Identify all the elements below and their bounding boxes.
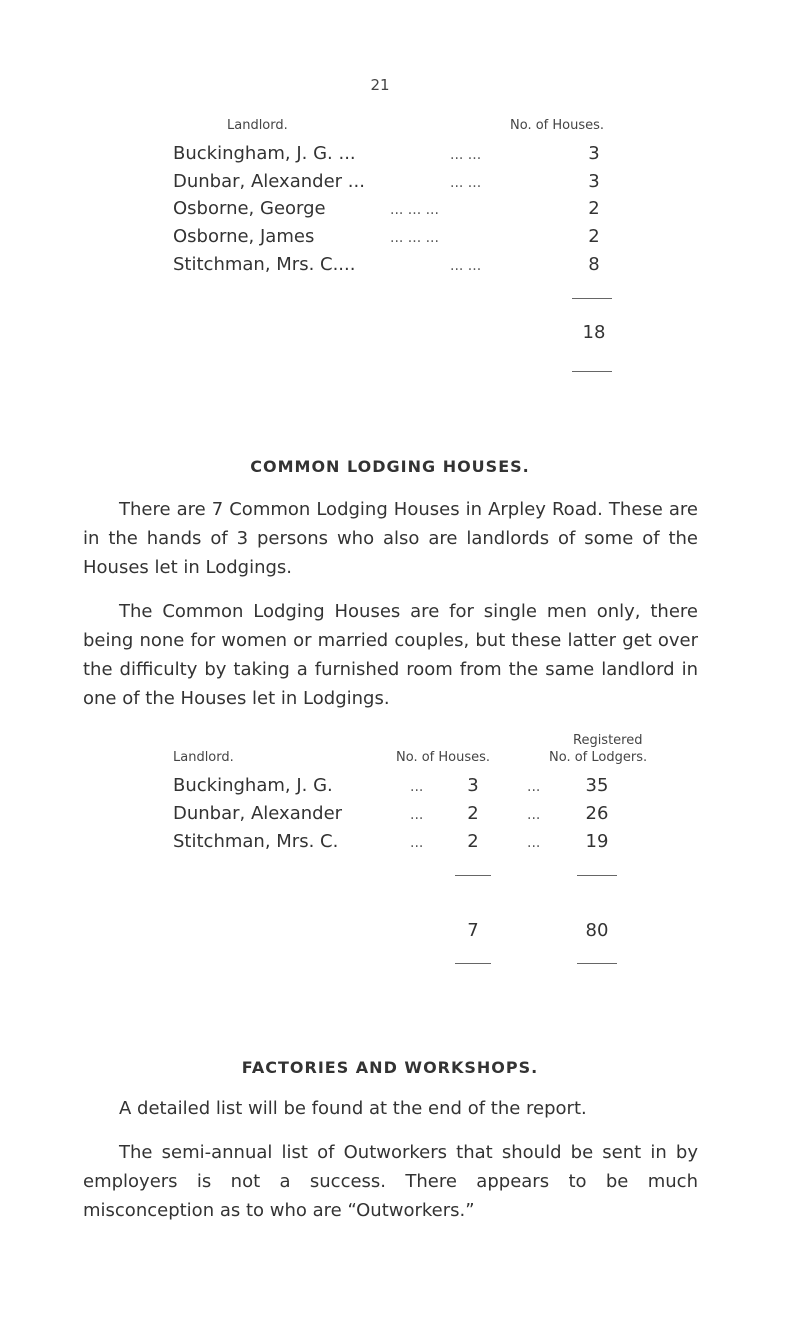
table2-rule-lodgers-bottom (577, 963, 617, 964)
table2-row-2-name: Dunbar, Alexander (173, 803, 343, 824)
table1-header-houses: No. of Houses. (510, 118, 605, 133)
table2-row-2-dots2: ... (527, 807, 541, 823)
common-lodging-paragraph-2: The Common Lodging Houses are for single men only, there being none for women or married couples, but these latter get over the difficulty by taking a furnished room from the same landlord in one of the Houses let in Lodgings. (83, 601, 698, 709)
table2-row-1-dots1: ... (410, 779, 424, 795)
table1-row-3-dots: ... ... ... (390, 202, 439, 218)
table1-row-3-houses: 2 (588, 198, 600, 219)
table1-row-1-dots: ... ... (450, 147, 482, 163)
table2-row-3-dots2: ... (527, 835, 541, 851)
table2-rule-lodgers-top (577, 875, 617, 876)
table2-total-lodgers: 80 (585, 920, 609, 941)
table1-total: 18 (582, 322, 606, 343)
table1-row-3-name: Osborne, George (173, 198, 326, 219)
table1-row-2-dots: ... ... (450, 175, 482, 191)
table1-row-2-houses: 3 (588, 171, 600, 192)
table2-header-registered: Registered (573, 733, 643, 748)
table1-row-2-name: Dunbar, Alexander ... (173, 171, 365, 192)
common-lodging-houses-heading: COMMON LODGING HOUSES. (250, 457, 530, 476)
table1-header-landlord: Landlord. (227, 118, 288, 133)
table2-header-landlord: Landlord. (173, 750, 234, 765)
table2-row-3-houses: 2 (467, 831, 479, 852)
table1-row-5-dots: ... ... (450, 258, 482, 274)
table2-row-3-name: Stitchman, Mrs. C. (173, 831, 339, 852)
table2-row-2-houses: 2 (467, 803, 479, 824)
table1-row-1-houses: 3 (588, 143, 600, 164)
table2-row-2-lodgers: 26 (585, 803, 609, 824)
table1-row-1-name: Buckingham, J. G. ... (173, 143, 356, 164)
table2-rule-houses-top (455, 875, 491, 876)
table2-row-3-dots1: ... (410, 835, 424, 851)
table2-row-2-dots1: ... (410, 807, 424, 823)
factories-paragraph-2: The semi-annual list of Outworkers that should be sent in by employers is not a success. There appears to be much misconception as to who are “Outworkers.” (83, 1142, 698, 1221)
factories-workshops-heading: FACTORIES AND WORKSHOPS. (241, 1058, 539, 1077)
table2-row-1-lodgers: 35 (585, 775, 609, 796)
table1-row-4-dots: ... ... ... (390, 230, 439, 246)
table1-row-4-name: Osborne, James (173, 226, 315, 247)
factories-paragraph-1: A detailed list will be found at the end of the report. (119, 1098, 587, 1119)
table2-total-houses: 7 (467, 920, 479, 941)
table1-row-4-houses: 2 (588, 226, 600, 247)
table2-row-1-dots2: ... (527, 779, 541, 795)
table2-header-lodgers: No. of Lodgers. (549, 750, 648, 765)
table1-rule-bottom (572, 371, 612, 372)
table2-row-1-houses: 3 (467, 775, 479, 796)
table1-row-5-name: Stitchman, Mrs. C.... (173, 254, 356, 275)
table2-row-1-name: Buckingham, J. G. (173, 775, 333, 796)
page-number: 21 (370, 76, 390, 94)
common-lodging-paragraph-1: There are 7 Common Lodging Houses in Arpley Road. These are in the hands of 3 persons who also are landlords of some of the Houses let in Lodgings. (83, 499, 698, 578)
table1-row-5-houses: 8 (588, 254, 600, 275)
table2-rule-houses-bottom (455, 963, 491, 964)
table2-header-houses: No. of Houses. (396, 750, 491, 765)
table1-rule-top (572, 298, 612, 299)
table2-row-3-lodgers: 19 (585, 831, 609, 852)
